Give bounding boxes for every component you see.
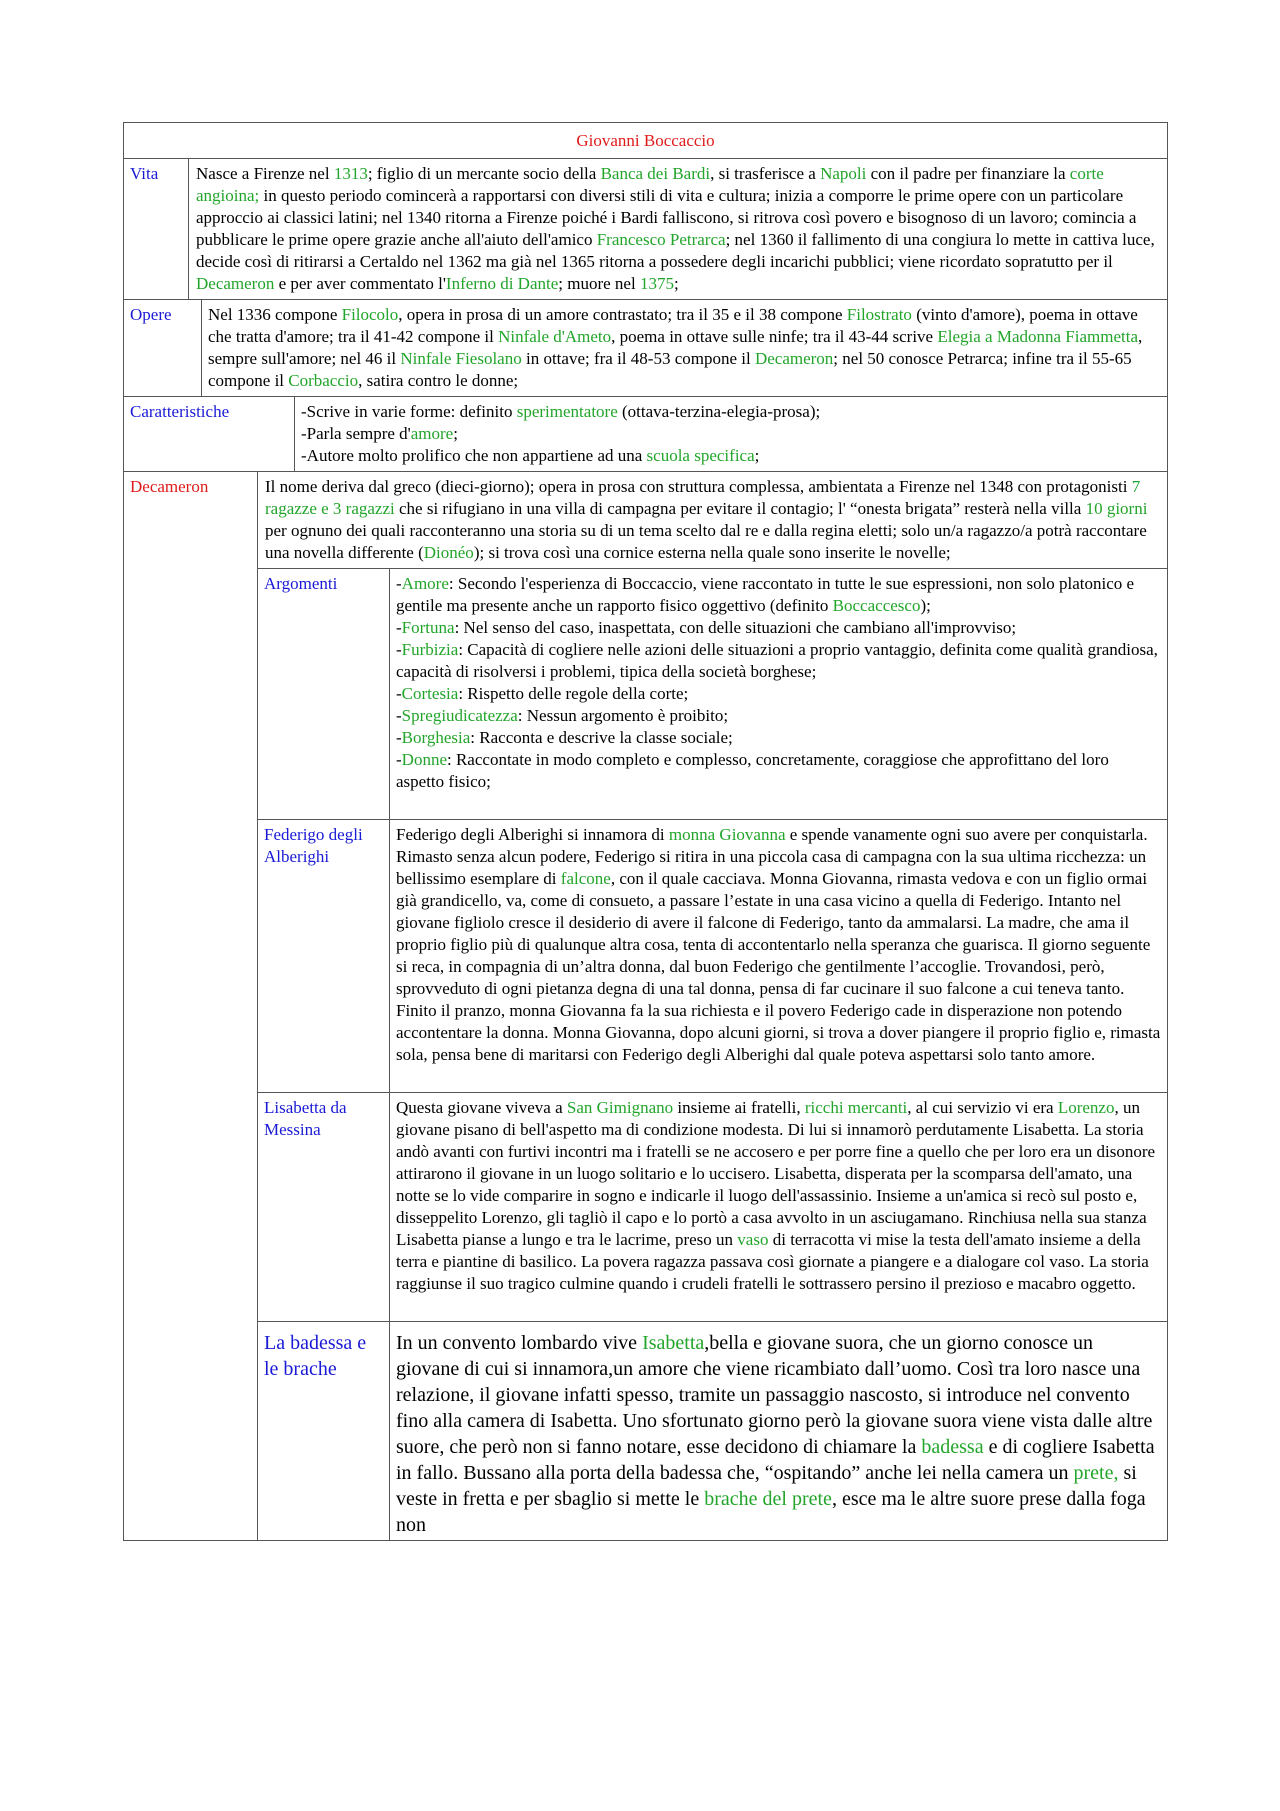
content-caratteristiche [294, 397, 1167, 471]
text-run: (ottava-terzina-elegia-prosa); [617, 402, 821, 421]
subrow-federigo [258, 820, 1167, 1093]
content-vita [188, 159, 1167, 299]
label-badessa: La badessa e le brache [264, 1332, 367, 1380]
highlight-term: ricchi mercanti [804, 1098, 908, 1117]
highlight-term: amore [410, 424, 454, 443]
text-run: ; [673, 274, 679, 293]
text-run: Questa giovane viveva a [396, 1098, 567, 1117]
text-run: si veste in fretta e per sbaglio si mette le [396, 1462, 1137, 1510]
text-run: Nel 1336 compone [208, 305, 342, 324]
highlight-term: Boccaccesco [832, 596, 921, 615]
label-opere: Opere [130, 305, 172, 324]
text-run: - [396, 574, 402, 593]
decameron-content [257, 472, 1167, 1540]
highlight-term: Borghesia [401, 728, 471, 747]
highlight-term: monna Giovanna [668, 825, 786, 844]
text-run: -Scrive in varie forme: definito [301, 402, 517, 421]
highlight-term: prete, [1073, 1462, 1119, 1484]
bullet-line [396, 705, 1161, 727]
text-run: : Racconta e descrive la classe sociale; [470, 728, 733, 747]
bullet-line [396, 573, 1161, 617]
text-run: e spende vanamente ogni suo avere per conquistarla. Rimasto senza alcun podere, Federigo si ritira in una piccola casa di campagna con la sua ultima ricchezza: un bellissimo esemplare di [396, 825, 1148, 888]
text-run: ; figlio di un mercante socio della [367, 164, 601, 183]
highlight-term: Banca dei Bardi [600, 164, 711, 183]
highlight-term: Amore [401, 574, 449, 593]
highlight-term: Fortuna [401, 618, 455, 637]
text-run: in questo periodo comincerà a rapportarsi con diversi stili di vita e cultura; inizia a comporre le prime opere con un particolare approccio ai classici latini; nel 1340 ritorna a Firenze poiché i Bardi falliscono, si ritrova così povero e bisognoso di un lavoro; comincia a pubblicare le prime opere grazie anche all'aiuto dell'amico [196, 186, 1137, 249]
text-run: : Raccontate in modo completo e complesso, concretamente, coraggiose che approfittano del loro aspetto fisico; [396, 750, 1109, 791]
highlight-term: scuola specifica [646, 446, 755, 465]
text-run: , un giovane pisano di bell'aspetto ma di condizione modesta. Di lui si innamorò perdutamente Lisabetta. La storia andò avanti con furtivi incontri ma i fratelli se ne accosero e per porre fine a quello che per loro era un disonore attirarono il giovane in un luogo solitario e lo uccisero. Lisabetta, disperata per la scomparsa dell'amato, una notte se lo vide comparire in sogno e indicarle il luogo dell'assassinio. Insieme a un'amica si recò sul posto e, disseppelito Lorenzo, gli tagliò il capo e lo portò a casa avvolto in un asciugamano. Rinchiusa nella sua stanza Lisabetta pianse a lungo e tra le lacrime, preso un [396, 1098, 1156, 1249]
text-run: per ognuno dei quali racconteranno una storia su di un tema scelto dal re e dalla regina eletti; solo un/a ragazzo/a potrà raccontare una novella differente ( [265, 521, 1147, 562]
subrow-badessa [258, 1322, 1167, 1540]
highlight-term: Inferno di Dante [445, 274, 559, 293]
highlight-term: vaso [737, 1230, 769, 1249]
highlight-term: Filostrato [846, 305, 912, 324]
text-run: insieme ai fratelli, [673, 1098, 805, 1117]
text-run: : Secondo l'esperienza di Boccaccio, viene raccontato in tutte le sue espressioni, non solo platonico e gentile ma presente anche un rapporto fisico oggettivo (definito [396, 574, 1135, 615]
text-run: - [396, 750, 402, 769]
highlight-term: sperimentatore [516, 402, 618, 421]
label-argomenti: Argomenti [264, 574, 338, 593]
label-vita: Vita [130, 164, 159, 183]
bullet-line [396, 639, 1161, 683]
text-run: : Nel senso del caso, inaspettata, con delle situazioni che cambiano all'improvviso; [454, 618, 1017, 637]
text-run: , sempre sull'amore; nel 46 il [208, 327, 1143, 368]
row-vita [124, 159, 1167, 300]
highlight-term: Ninfale d'Ameto [498, 327, 612, 346]
highlight-term: 1313 [333, 164, 368, 183]
highlight-term: Isabetta [642, 1332, 705, 1354]
text-run: ); si trova così una cornice esterna nella quale sono inserite le novelle; [473, 543, 951, 562]
row-caratteristiche [124, 397, 1167, 472]
text-run: in ottave; fra il 48-53 compone il [521, 349, 755, 368]
boccaccio-document [123, 122, 1168, 1541]
text-run: : Capacità di cogliere nelle azioni delle situazioni a proprio vantaggio, definita come qualità grandiosa, capacità di risolversi i problemi, tipica della società borghese; [396, 640, 1158, 681]
bullet-line [396, 727, 1161, 749]
text-run: - [396, 728, 402, 747]
highlight-term: Furbizia [401, 640, 459, 659]
content-federigo [389, 820, 1167, 1092]
text-run: , opera in prosa di un amore contrastato; tra il 35 e il 38 compone [398, 305, 847, 324]
text-run: ; [453, 424, 458, 443]
bullet-line [396, 749, 1161, 793]
highlight-term: Francesco Petrarca [596, 230, 726, 249]
text-run: - [396, 640, 402, 659]
text-run: (vinto d'amore), poema in ottave che tratta d'amore; tra il 41-42 compone il [208, 305, 1138, 346]
text-run: ); [920, 596, 931, 615]
text-run: -Autore molto prolifico che non appartiene ad una [301, 446, 647, 465]
text-run: , esce ma le altre suore prese dalla foga non [396, 1488, 1146, 1536]
text-run: ; muore nel [558, 274, 640, 293]
text-run: ; nel 50 conosce Petrarca; infine tra il 55-65 compone il [208, 349, 1132, 390]
text-run: -Parla sempre d' [301, 424, 411, 443]
highlight-term: badessa [921, 1436, 984, 1458]
highlight-term: Filocolo [341, 305, 399, 324]
highlight-term: Dionéo [423, 543, 474, 562]
decameron-intro [258, 472, 1167, 569]
text-run: In un convento lombardo vive [396, 1332, 643, 1354]
content-opere [201, 300, 1167, 396]
highlight-term: Donne [401, 750, 447, 769]
text-run: , con il quale cacciava. Monna Giovanna, rimasta vedova e con un figlio ormai già grandicello, va, come di consueto, a passare l’estate in una casa vicino a quella di Federigo. Intanto nel giovane figliolo cresce il desiderio di avere il falcone di Federigo, tanto da ammalarsi. La madre, che ama il proprio figlio più di qualunque altra cosa, tenta di accontentarlo nella speranza che guarisca. Il giorno seguente si reca, in compagnia di un’altra donna, dal buon Federigo che gentilmente l’accoglie. Trovandosi, però, sprovveduto di ogni pietanza degna di una tal donna, pensa di far cucinare il suo falcone a cui teneva tanto. Finito il pranzo, monna Giovanna fa la sua richiesta e il povero Federigo cade in disperazione non potendo accontentare la donna. Monna Giovanna, dopo alcuni giorni, si trova a dover piangere il proprio figlio e, rimasta sola, pensa bene di maritarsi con Federigo degli Alberighi dal quale poteva aspettarsi solo tanto amore. [396, 869, 1161, 1064]
highlight-term: Ninfale Fiesolano [400, 349, 522, 368]
subrow-lisabetta [258, 1093, 1167, 1322]
highlight-term: 1375 [639, 274, 674, 293]
label-federigo: Federigo degli Alberighi [264, 825, 363, 866]
label-lisabetta: Lisabetta da Messina [264, 1098, 347, 1139]
content-lisabetta [389, 1093, 1167, 1321]
highlight-term: Elegia a Madonna Fiammetta [937, 327, 1138, 346]
text-run: - [396, 618, 402, 637]
row-decameron [124, 472, 1167, 1540]
subrow-argomenti [258, 569, 1167, 820]
highlight-term: Napoli [820, 164, 867, 183]
highlight-term: brache del prete [704, 1488, 832, 1510]
label-decameron: Decameron [130, 477, 209, 496]
content-badessa [389, 1322, 1167, 1540]
highlight-term: Decameron [754, 349, 834, 368]
text-run: , satira contro le donne; [358, 371, 519, 390]
highlight-term: Spregiudicatezza [401, 706, 518, 725]
text-run: , al cui servizio vi era [907, 1098, 1058, 1117]
text-run: Il nome deriva dal greco (dieci-giorno); opera in prosa con struttura complessa, ambientata a Firenze nel 1348 con protagonisti [265, 477, 1132, 496]
document-title: Giovanni Boccaccio [124, 123, 1167, 159]
highlight-term: Cortesia [401, 684, 459, 703]
bullet-line [301, 445, 1161, 467]
text-run: che si rifugiano in una villa di campagna per evitare il contagio; l' “onesta brigata” resterà nella villa [394, 499, 1086, 518]
text-run: e per aver commentato l' [274, 274, 446, 293]
bullet-line [396, 683, 1161, 705]
bullet-line [396, 617, 1161, 639]
text-run: con il padre per finanziare la [866, 164, 1070, 183]
text-run: ; nel 1360 il fallimento di una congiura lo mette in cattiva luce, decide così di ritirarsi a Certaldo nel 1362 ma già nel 1365 ritorna a possedere degli incarichi pubblici; viene ricordato sopratutto per il [196, 230, 1155, 271]
bullet-line [301, 423, 1161, 445]
highlight-term: 10 giorni [1085, 499, 1148, 518]
text-run: Federigo degli Alberighi si innamora di [396, 825, 669, 844]
text-run: : Rispetto delle regole della corte; [458, 684, 689, 703]
highlight-term: Lorenzo [1057, 1098, 1115, 1117]
highlight-term: 7 ragazze e 3 ragazzi [265, 477, 1141, 518]
text-run: - [396, 684, 402, 703]
text-run: Nasce a Firenze nel [196, 164, 334, 183]
bullet-line [301, 401, 1161, 423]
highlight-term: falcone [560, 869, 611, 888]
text-run: , poema in ottave sulle ninfe; tra il 43-44 scrive [611, 327, 938, 346]
summary-table [123, 122, 1168, 1541]
highlight-term: San Gimignano [566, 1098, 674, 1117]
label-caratteristiche: Caratteristiche [130, 402, 230, 421]
text-run: ,bella e giovane suora, che un giorno conosce un giovane di cui si innamora,un amore che viene ricambiato dall’uomo. Così tra loro nasce una relazione, il giovane infatti spesso, tramite un passaggio nascosto, si introduce nel convento fino alla camera di Isabetta. Uno sfortunato giorno però la giovane suora viene vista dalle altre suore, che però non si fanno notare, esse decidono di chiamare la [396, 1332, 1153, 1458]
highlight-term: Corbaccio [288, 371, 359, 390]
text-run: e di cogliere Isabetta in fallo. Bussano alla porta della badessa che, “ospitando” anche lei nella camera un [396, 1436, 1155, 1484]
row-opere [124, 300, 1167, 397]
text-run: - [396, 706, 402, 725]
text-run: di terracotta vi mise la testa dell'amato insieme a della terra e piantine di basilico. La povera ragazza passava così giornate a piangere e a dialogare col vaso. La storia raggiunse il suo tragico culmine quando i crudeli fratelli le sottrassero persino il prezioso e macabro oggetto. [396, 1230, 1149, 1293]
text-run: ; [754, 446, 760, 465]
highlight-term: Decameron [196, 274, 275, 293]
text-run: : Nessun argomento è proibito; [517, 706, 729, 725]
content-argomenti [389, 569, 1167, 819]
highlight-term: corte angioina; [196, 164, 1104, 205]
text-run: , si trasferisce a [710, 164, 821, 183]
